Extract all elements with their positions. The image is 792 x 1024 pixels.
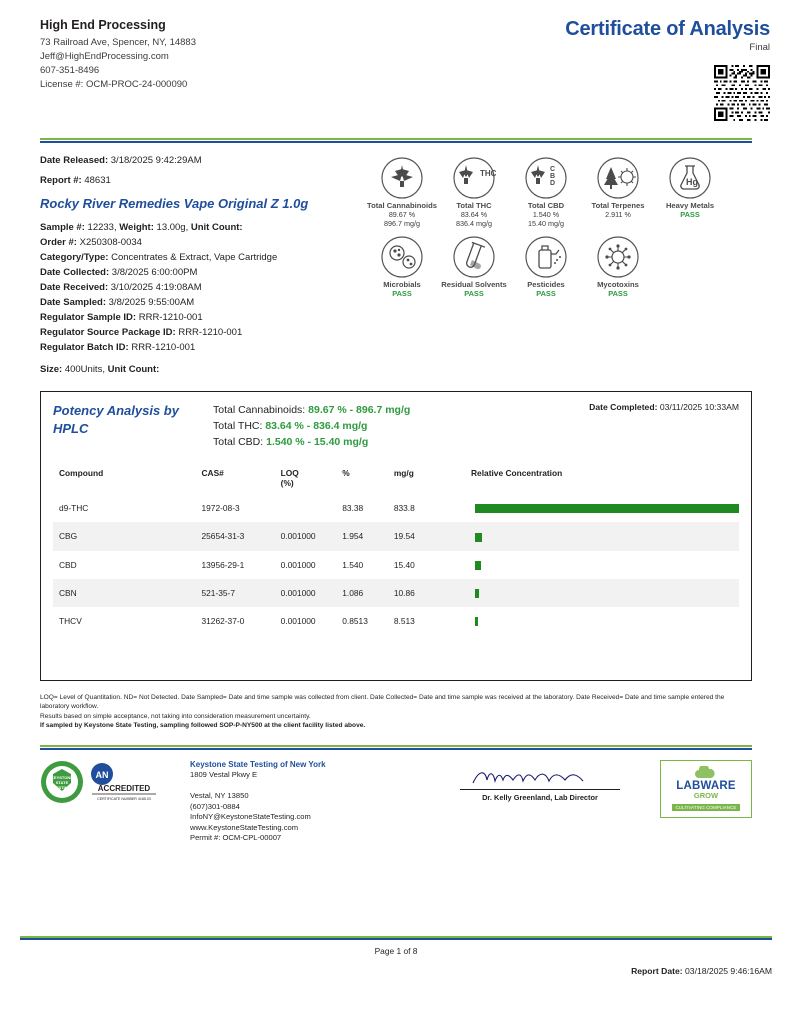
sample-info-section xyxy=(20,143,772,377)
icon-label: Heavy Metals xyxy=(665,201,715,210)
cell-mgg: 10.86 xyxy=(393,587,415,598)
footer-divider-green xyxy=(40,745,752,747)
label-unit-count-2: Unit Count: xyxy=(107,364,160,375)
cell-cas: 521-35-7 xyxy=(201,587,236,598)
potency-analysis-panel xyxy=(40,391,752,681)
col-header-mgg: mg/g xyxy=(393,468,414,478)
lab-address: 73 Railroad Ave, Spencer, NY, 14883 xyxy=(40,37,196,48)
lab-info-block xyxy=(20,18,196,124)
cell-compound: CBN xyxy=(59,587,77,598)
cell-mgg: 19.54 xyxy=(393,531,415,542)
cbd-leaf-icon xyxy=(510,155,582,199)
header-divider-green xyxy=(40,138,752,140)
cell-bar xyxy=(471,579,739,607)
cell-mgg: 15.40 xyxy=(393,559,415,570)
cloud-icon xyxy=(691,766,721,780)
lab-phone: 607-351-8496 xyxy=(40,65,100,76)
cell-pct: 83.38 xyxy=(342,503,364,514)
summary-total-thc xyxy=(438,155,510,228)
date-released-value: 3/18/2025 9:42:29AM xyxy=(110,155,202,166)
svg-text:KEYSTONE: KEYSTONE xyxy=(51,774,73,780)
testing-lab-name: Keystone State Testing of New York xyxy=(190,759,326,769)
summary-total-cannabinoids xyxy=(366,155,438,228)
label-date-collected: Date Collected: xyxy=(40,267,110,278)
svg-text:ACCREDITED: ACCREDITED xyxy=(97,783,151,793)
value-category: Concentrates & Extract, Vape Cartridge xyxy=(111,252,278,263)
total-cbd-row xyxy=(213,434,524,450)
icon-value-mgg: 836.4 mg/g xyxy=(456,219,492,228)
value-order: X250308-0034 xyxy=(79,237,142,248)
cell-loq xyxy=(281,494,343,522)
cell-cas: 25654-31-3 xyxy=(201,531,245,542)
svg-text:D: D xyxy=(550,180,556,187)
relative-concentration-bar xyxy=(475,617,478,626)
svg-text:Hg: Hg xyxy=(686,177,698,187)
summary-mycotoxins xyxy=(582,234,654,299)
spacer xyxy=(40,355,360,362)
cell-bar xyxy=(471,494,739,522)
label-regulator-sample-id: Regulator Sample ID: xyxy=(40,312,137,323)
label-regulator-batch-id: Regulator Batch ID: xyxy=(40,342,129,353)
cell-pct: 0.8513 xyxy=(342,616,368,627)
sample-field-category xyxy=(40,250,360,265)
labware-grow-logo xyxy=(660,760,752,818)
sample-field-date-collected xyxy=(40,265,360,280)
signature-block xyxy=(420,760,660,844)
summary-microbials xyxy=(366,234,438,299)
cell-loq: 0.001000 xyxy=(280,559,316,570)
cell-cas: 13956-29-1 xyxy=(201,559,245,570)
sample-field-order xyxy=(40,235,360,250)
lab-email: Jeff@HighEndProcessing.com xyxy=(40,51,169,62)
microbials-icon xyxy=(366,234,438,278)
label-size: Size: xyxy=(40,364,63,375)
labware-grow-wordmark: GROW xyxy=(693,791,719,801)
value-sample-number: 12233, xyxy=(87,222,117,233)
report-date-row xyxy=(631,966,772,976)
status-badge: PASS xyxy=(464,289,484,298)
page-number: Page 1 of 8 xyxy=(374,946,418,956)
value-date-received: 3/10/2025 4:19:08AM xyxy=(110,282,202,293)
label-category: Category/Type: xyxy=(40,252,109,263)
summary-residual-solvents xyxy=(438,234,510,299)
table-row xyxy=(53,551,739,579)
table-row xyxy=(53,494,739,522)
page-footer xyxy=(20,750,772,844)
label-unit-count: Unit Count: xyxy=(190,222,243,233)
coa-status: Final xyxy=(749,42,770,53)
total-cannabinoids-row xyxy=(213,402,524,418)
cell-loq: 0.001000 xyxy=(280,531,316,542)
icon-label: Total Terpenes xyxy=(591,201,645,210)
status-badge: PASS xyxy=(680,210,700,219)
testing-lab-email[interactable]: InfoNY@KeystoneStateTesting.com xyxy=(190,812,311,822)
status-badge: PASS xyxy=(536,289,556,298)
cell-loq: 0.001000 xyxy=(280,616,316,627)
sample-field-date-sampled xyxy=(40,295,360,310)
cell-cas: 1972-08-3 xyxy=(201,503,240,514)
relative-concentration-bar xyxy=(475,589,479,598)
col-header-compound: Compound xyxy=(59,468,104,478)
page-header xyxy=(20,0,772,124)
total-cannabinoids-label: Total Cannabinoids: xyxy=(213,404,306,416)
cell-compound: CBG xyxy=(59,531,78,542)
terpene-tree-icon xyxy=(582,155,654,199)
footnote-sampling-sop: If sampled by Keystone State Testing, sampling followed SOP-P-NY500 at the client facility listed above. xyxy=(40,722,366,730)
keystone-state-testing-seal-icon xyxy=(40,760,84,804)
table-row xyxy=(53,579,739,607)
footnote-definitions: LOQ= Level of Quantitation. ND= Not Detected. Date Sampled= Date and time sample was collected from client. Date Collected= Date and time sample was received at the laboratory. Date Received= Date and time sample entered the laboratory workflow. xyxy=(40,694,725,711)
date-completed-row xyxy=(524,402,739,450)
icon-label: Total THC xyxy=(456,201,492,210)
report-date-label: Report Date: xyxy=(631,966,683,976)
testing-lab-website[interactable]: www.KeystoneStateTesting.com xyxy=(190,822,299,832)
sample-field-regulator-batch-id xyxy=(40,340,360,355)
label-date-sampled: Date Sampled: xyxy=(40,297,106,308)
value-regulator-batch-id: RRR-1210-001 xyxy=(131,342,196,353)
testing-lab-city: Vestal, NY 13850 xyxy=(190,791,249,801)
table-row xyxy=(53,522,739,550)
svg-text:AN: AN xyxy=(95,769,109,780)
cell-pct: 1.954 xyxy=(342,531,364,542)
labware-tagline: CULTIVATING COMPLIANCE xyxy=(672,804,739,811)
anab-accredited-logo-icon xyxy=(88,760,160,804)
thc-leaf-icon xyxy=(438,155,510,199)
accreditation-block xyxy=(40,760,190,844)
relative-concentration-bar xyxy=(475,561,481,570)
summary-total-terpenes xyxy=(582,155,654,228)
date-completed-label: Date Completed: xyxy=(589,402,658,412)
cell-bar xyxy=(471,522,739,550)
sample-field-date-received xyxy=(40,280,360,295)
mycotoxins-icon xyxy=(582,234,654,278)
value-regulator-sample-id: RRR-1210-001 xyxy=(138,312,203,323)
icon-value-pct: 89.67 % xyxy=(388,210,416,219)
lab-license: License #: OCM-PROC-24-000090 xyxy=(40,79,188,90)
pesticides-sprayer-icon xyxy=(510,234,582,278)
label-weight: Weight: xyxy=(119,222,154,233)
testing-lab-phone: (607)301-0884 xyxy=(190,801,240,811)
cell-compound: CBD xyxy=(59,559,77,570)
col-header-pct: % xyxy=(342,468,350,478)
heavy-metals-flask-icon xyxy=(654,155,726,199)
cell-pct: 1.540 xyxy=(342,559,364,570)
residual-solvents-vial-icon xyxy=(438,234,510,278)
svg-text:B: B xyxy=(550,173,556,180)
total-cbd-value: 1.540 % - 15.40 mg/g xyxy=(266,436,369,448)
lab-name: High End Processing xyxy=(40,18,166,32)
icon-label: Residual Solvents xyxy=(441,280,507,289)
relative-concentration-bar xyxy=(475,504,739,513)
cell-compound: d9-THC xyxy=(59,503,89,514)
page-title: Certificate of Analysis xyxy=(565,18,770,40)
qr-code-icon xyxy=(714,65,770,121)
svg-text:TESTING: TESTING xyxy=(53,784,71,790)
cell-bar xyxy=(471,551,739,579)
testing-lab-street: 1809 Vestal Pkwy E xyxy=(190,770,258,780)
label-order: Order #: xyxy=(40,237,77,248)
table-header-row xyxy=(53,468,739,494)
report-date-value: 03/18/2025 9:46:16AM xyxy=(685,966,772,976)
summary-pesticides xyxy=(510,234,582,299)
cell-mgg: 833.8 xyxy=(393,503,415,514)
date-released-row xyxy=(40,155,360,166)
report-number-label: Report #: xyxy=(40,175,82,186)
label-sample-number: Sample #: xyxy=(40,222,85,233)
svg-text:THC: THC xyxy=(480,169,496,178)
label-regulator-source-package-id: Regulator Source Package ID: xyxy=(40,327,176,338)
cannabis-leaf-icon xyxy=(366,155,438,199)
footnote-uncertainty: Results based on simple acceptance, not taking into consideration measurement uncertainty. xyxy=(40,712,311,720)
potency-totals xyxy=(213,402,524,450)
table-row xyxy=(53,607,739,635)
value-date-sampled: 3/8/2025 9:55:00AM xyxy=(108,297,195,308)
sample-field-regulator-source-package-id xyxy=(40,325,360,340)
sample-title: Rocky River Remedies Vape Original Z 1.0g xyxy=(40,196,309,211)
cell-bar xyxy=(471,607,739,635)
total-cbd-label: Total CBD: xyxy=(213,436,264,448)
total-cannabinoids-value: 89.67 % - 896.7 mg/g xyxy=(308,404,411,416)
potency-results-table xyxy=(53,468,739,635)
signature-script-icon xyxy=(465,766,615,788)
icon-value-mgg: 15.40 mg/g xyxy=(528,219,564,228)
icon-label: Total CBD xyxy=(527,201,565,210)
bottom-divider-blue xyxy=(20,938,772,940)
icon-value-pct: 2.911 % xyxy=(605,210,631,219)
cell-mgg: 8.513 xyxy=(393,616,415,627)
footnotes xyxy=(40,693,752,731)
signatory-name: Dr. Kelly Greenland, Lab Director xyxy=(482,792,598,802)
sample-info-left xyxy=(40,155,360,377)
total-thc-value: 83.64 % - 836.4 mg/g xyxy=(265,420,368,432)
icon-value-pct: 83.64 % xyxy=(460,210,488,219)
cell-cas: 31262-37-0 xyxy=(201,616,245,627)
value-date-collected: 3/8/2025 6:00:00PM xyxy=(111,267,198,278)
status-badge: PASS xyxy=(608,289,628,298)
coa-title-block xyxy=(565,18,772,124)
svg-text:CERTIFICATE NUMBER 4185.03: CERTIFICATE NUMBER 4185.03 xyxy=(97,796,151,801)
date-completed-value: 03/11/2025 10:33AM xyxy=(659,402,739,412)
testing-lab-permit: Permit #: OCM-CPL-00007 xyxy=(190,833,282,843)
labware-wordmark: LABWARE xyxy=(676,780,736,793)
signature-line xyxy=(460,768,620,790)
report-number-row xyxy=(40,175,360,186)
label-date-received: Date Received: xyxy=(40,282,109,293)
potency-title: Potency Analysis by HPLC xyxy=(53,403,179,436)
sample-field-group-1 xyxy=(40,220,360,377)
status-badge: PASS xyxy=(392,289,412,298)
cell-compound: THCV xyxy=(59,616,82,627)
testing-lab-address-block xyxy=(190,760,420,844)
value-size: 400Units, xyxy=(64,364,105,375)
summary-heavy-metals xyxy=(654,155,726,228)
report-number-value: 48631 xyxy=(84,175,111,186)
icon-value-mgg: 896.7 mg/g xyxy=(384,219,420,228)
svg-text:C: C xyxy=(550,166,556,173)
relative-concentration-bar xyxy=(475,533,482,542)
sample-field-sample-weight-unitcount xyxy=(40,220,360,235)
col-header-relative-concentration: Relative Concentration xyxy=(471,468,563,478)
summary-icon-grid xyxy=(360,155,752,377)
icon-label: Total Cannabinoids xyxy=(367,201,437,210)
value-regulator-source-package-id: RRR-1210-001 xyxy=(178,327,243,338)
col-header-loq: LOQ (%) xyxy=(280,468,299,488)
total-thc-label: Total THC: xyxy=(213,420,263,432)
col-header-cas: CAS# xyxy=(201,468,224,478)
cell-loq: 0.001000 xyxy=(280,587,316,598)
testing-lab-blank xyxy=(190,781,420,792)
sample-field-regulator-sample-id xyxy=(40,310,360,325)
icon-label: Microbials xyxy=(383,280,421,289)
svg-text:STATE: STATE xyxy=(55,779,69,785)
potency-header xyxy=(53,402,739,450)
icon-value-pct: 1.540 % xyxy=(532,210,560,219)
summary-total-cbd xyxy=(510,155,582,228)
icon-label: Mycotoxins xyxy=(597,280,639,289)
value-weight: 13.00g, xyxy=(156,222,189,233)
cell-pct: 1.086 xyxy=(342,587,364,598)
icon-label: Pesticides xyxy=(527,280,565,289)
total-thc-row xyxy=(213,418,524,434)
date-released-label: Date Released: xyxy=(40,155,109,166)
sample-field-size xyxy=(40,362,360,377)
